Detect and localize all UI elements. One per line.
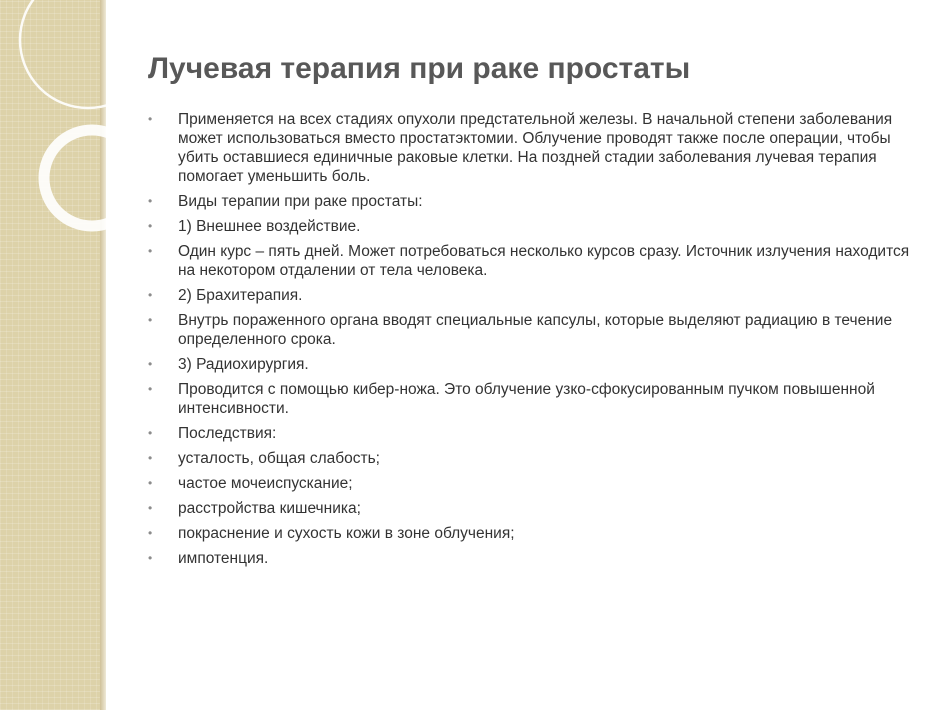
bullet-text: Внутрь пораженного органа вводят специальные капсулы, которые выделяют радиацию в течение определенного срока. xyxy=(178,312,893,348)
bullet-text: Виды терапии при раке простаты: xyxy=(178,193,423,210)
bullet-item xyxy=(146,192,916,211)
bullet-icon: • xyxy=(148,357,153,371)
bullet-icon: • xyxy=(148,501,153,515)
bullet-text: Применяется на всех стадиях опухоли предстательной железы. В начальной степени заболевания может использоваться вместо простатэктомии. Облучение проводят также после операции, чтобы убить оставшиеся единичные раковые клетки. На поздней стадии заболевания лучевая терапия помогает уменьшить боль. xyxy=(178,111,893,185)
bullet-item xyxy=(146,242,916,280)
bullet-icon: • xyxy=(148,526,153,540)
bullet-text: покраснение и сухость кожи в зоне облучения; xyxy=(178,525,515,542)
bullet-item xyxy=(146,110,916,186)
bullet-text: 1) Внешнее воздействие. xyxy=(178,218,361,235)
bullet-icon: • xyxy=(148,313,153,327)
bullet-item xyxy=(146,549,916,568)
bullet-item xyxy=(146,474,916,493)
bullet-text: расстройства кишечника; xyxy=(178,500,361,517)
bullet-text: 2) Брахитерапия. xyxy=(178,287,303,304)
bullet-icon: • xyxy=(148,194,153,208)
bullet-item xyxy=(146,380,916,418)
bullet-icon: • xyxy=(148,382,153,396)
bullet-list xyxy=(146,110,916,574)
bullet-item xyxy=(146,424,916,443)
bullet-item xyxy=(146,449,916,468)
bullet-text: 3) Радиохирургия. xyxy=(178,356,309,373)
bullet-icon: • xyxy=(148,551,153,565)
bullet-text: импотенция. xyxy=(178,550,269,567)
bullet-icon: • xyxy=(148,244,153,258)
bullet-text: Последствия: xyxy=(178,425,277,442)
bullet-item xyxy=(146,286,916,305)
bullet-item xyxy=(146,311,916,349)
bullet-text: усталость, общая слабость; xyxy=(178,450,380,467)
bullet-item xyxy=(146,499,916,518)
bullet-icon: • xyxy=(148,476,153,490)
slide-title: Лучевая терапия при раке простаты xyxy=(148,52,691,85)
bullet-text: Один курс – пять дней. Может потребоваться несколько курсов сразу. Источник излучения находится на некотором отдалении от тела человека. xyxy=(178,243,910,279)
bullet-icon: • xyxy=(148,426,153,440)
bullet-icon: • xyxy=(148,219,153,233)
decorative-sidebar xyxy=(0,0,100,710)
sidebar-divider xyxy=(100,0,106,710)
bullet-icon: • xyxy=(148,112,153,126)
bullet-icon: • xyxy=(148,288,153,302)
bullet-item xyxy=(146,355,916,374)
bullet-text: Проводится с помощью кибер-ножа. Это облучение узко-сфокусированным пучком повышенной интенсивности. xyxy=(178,381,875,417)
bullet-item xyxy=(146,524,916,543)
bullet-text: частое мочеиспускание; xyxy=(178,475,353,492)
bullet-item xyxy=(146,217,916,236)
bullet-icon: • xyxy=(148,451,153,465)
